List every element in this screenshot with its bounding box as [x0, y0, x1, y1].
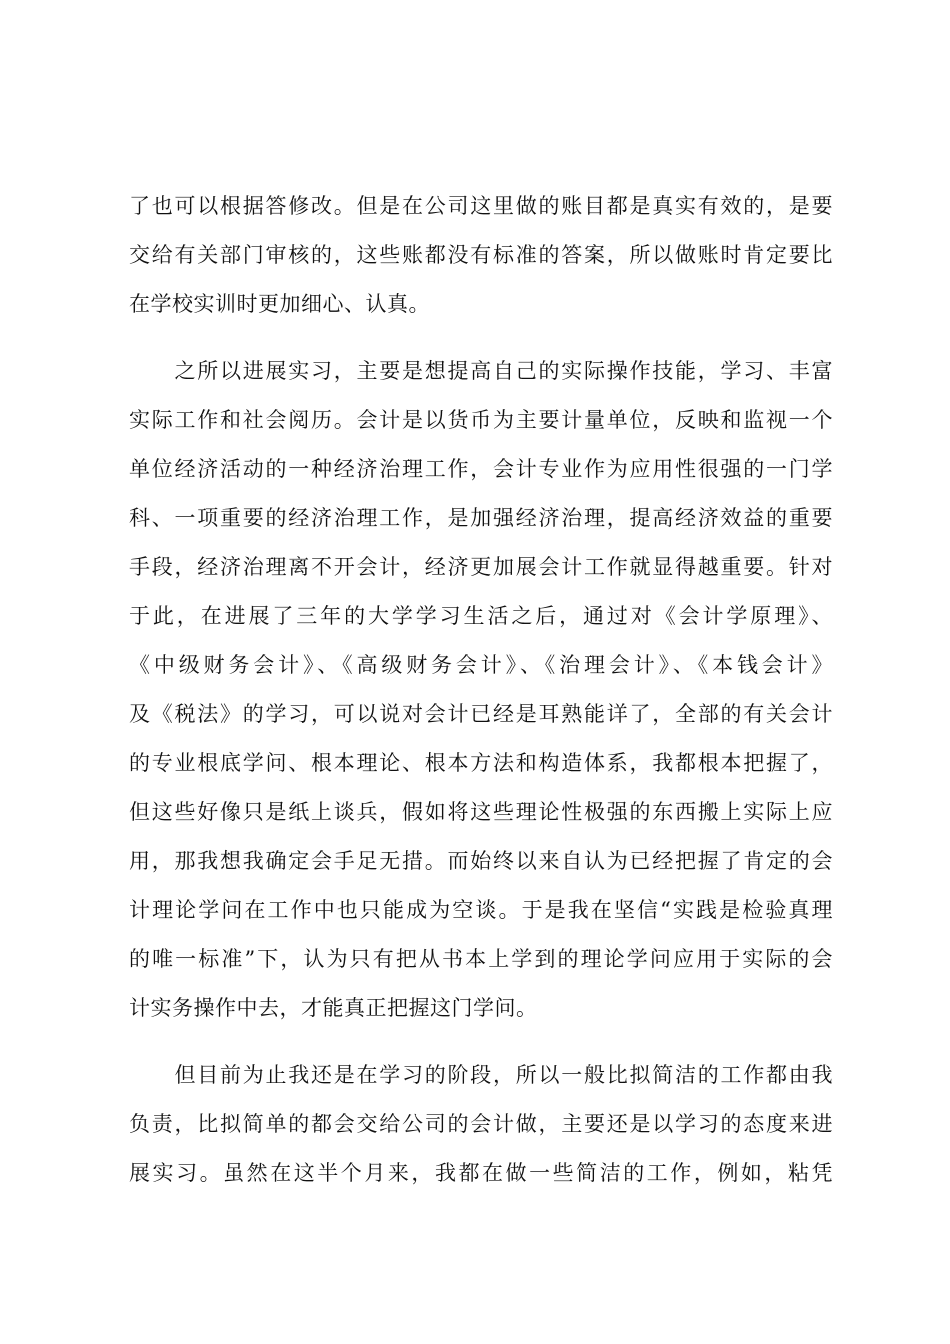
text-line: 科、一项重要的经济治理工作，是加强经济治理，提高经济效益的重要: [129, 506, 833, 530]
paragraph-1: [129, 182, 833, 329]
text-line: 了也可以根据答修改。但是在公司这里做的账目都是真实有效的，是要: [129, 194, 833, 218]
text-line: 在学校实训时更加细心、认真。: [129, 292, 430, 316]
text-line: 交给有关部门审核的，这些账都没有标准的答案，所以做账时肯定要比: [129, 243, 833, 267]
text-line: 之所以进展实习，主要是想提高自己的实际操作技能，学习、丰富: [129, 359, 833, 383]
paragraph-3: [129, 1051, 833, 1198]
text-line: 单位经济活动的一种经济治理工作，会计专业作为应用性很强的一门学: [129, 457, 833, 481]
text-line: 及《税法》的学习，可以说对会计已经是耳熟能详了，全部的有关会计: [129, 702, 833, 726]
text-line: 《中级财务会计》、《高级财务会计》、《治理会计》、《本钱会计》: [129, 653, 833, 677]
text-line: 展实习。虽然在这半个月来，我都在做一些简洁的工作，例如，粘凭: [129, 1161, 833, 1185]
text-line: 于此，在进展了三年的大学学习生活之后，通过对《会计学原理》、: [129, 604, 833, 628]
document-body: [129, 182, 833, 1198]
text-line: 手段，经济治理离不开会计，经济更加展会计工作就显得越重要。针对: [129, 555, 833, 579]
paragraph-2: [129, 347, 833, 1033]
paragraph-gap: [129, 329, 833, 347]
text-line: 的专业根底学问、根本理论、根本方法和构造体系，我都根本把握了，: [129, 751, 833, 775]
text-line: 的唯一标准”下，认为只有把从书本上学到的理论学问应用于实际的会: [129, 947, 833, 971]
text-line: 负责，比拟简单的都会交给公司的会计做，主要还是以学习的态度来进: [129, 1112, 833, 1136]
paragraph-gap: [129, 1033, 833, 1051]
text-line: 计实务操作中去，才能真正把握这门学问。: [129, 996, 538, 1020]
text-line: 但目前为止我还是在学习的阶段，所以一般比拟简洁的工作都由我: [129, 1063, 833, 1087]
text-line: 计理论学问在工作中也只能成为空谈。于是我在坚信“实践是检验真理: [129, 898, 833, 922]
text-line: 但这些好像只是纸上谈兵，假如将这些理论性极强的东西搬上实际上应: [129, 800, 833, 824]
text-line: 用，那我想我确定会手足无措。而始终以来自认为已经把握了肯定的会: [129, 849, 833, 873]
text-line: 实际工作和社会阅历。会计是以货币为主要计量单位，反映和监视一个: [129, 408, 833, 432]
